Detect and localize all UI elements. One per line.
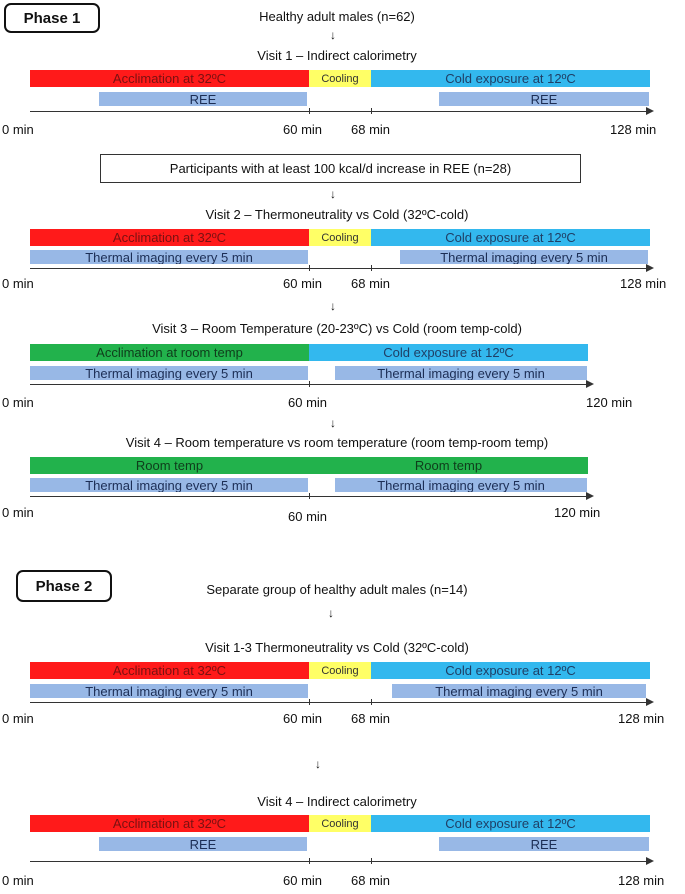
visit2-tick [309, 265, 310, 271]
visit3-axis-arrowhead [586, 380, 594, 388]
visit4-tick-label: 120 min [554, 505, 601, 520]
visit4-room-temp-right: Room temp [309, 457, 588, 474]
flow-arrow: ↓ [330, 299, 336, 313]
visit1-acclimation-bar: Acclimation at 32ºC [30, 70, 309, 87]
phase2-visit4-acclimation-bar: Acclimation at 32ºC [30, 815, 309, 832]
visit3-cold-bar: Cold exposure at 12ºC [309, 344, 588, 361]
visit2-title: Visit 2 – Thermoneutrality vs Cold (32ºC-cold) [205, 207, 469, 222]
visit13-cold-bar: Cold exposure at 12ºC [371, 662, 650, 679]
visit1-title: Visit 1 – Indirect calorimetry [257, 48, 417, 63]
visit4-tick-label: 0 min [2, 505, 34, 520]
visit4-imaging-right: Thermal imaging every 5 min [335, 478, 587, 492]
visit2-acclimation-bar: Acclimation at 32ºC [30, 229, 309, 246]
visit3-imaging-left: Thermal imaging every 5 min [30, 366, 308, 380]
visit13-title: Visit 1-3 Thermoneutrality vs Cold (32ºC-cold) [205, 640, 469, 655]
visit13-tick-label: 128 min [618, 711, 665, 726]
visit4-imaging-left: Thermal imaging every 5 min [30, 478, 308, 492]
flow-arrow: ↓ [328, 606, 334, 620]
visit13-axis-arrowhead [646, 698, 654, 706]
visit2-cooling-bar: Cooling [309, 229, 371, 246]
visit13-tick-label: 60 min [283, 711, 323, 726]
flow-arrow: ↓ [315, 757, 321, 771]
visit2-axis-arrowhead [646, 264, 654, 272]
visit4-axis-arrowhead [586, 492, 594, 500]
visit1-cooling-bar: Cooling [309, 70, 371, 87]
visit1-ree-right: REE [439, 92, 649, 106]
visit2-tick-label: 68 min [351, 276, 391, 291]
phase2-visit4-title: Visit 4 – Indirect calorimetry [257, 794, 417, 809]
phase2-label: Phase 2 [16, 570, 112, 602]
visit3-tick-label: 0 min [2, 395, 34, 410]
visit2-tick-label: 0 min [2, 276, 34, 291]
visit1-tick-label: 60 min [283, 122, 323, 137]
phase2-cohort: Separate group of healthy adult males (n=14) [206, 582, 468, 597]
visit13-cooling-bar: Cooling [309, 662, 371, 679]
phase2-visit4-time-axis [30, 861, 648, 862]
visit3-tick [309, 381, 310, 387]
visit3-title: Visit 3 – Room Temperature (20-23ºC) vs Cold (room temp-cold) [152, 321, 522, 336]
visit4-title: Visit 4 – Room temperature vs room temperature (room temp-room temp) [125, 435, 549, 450]
visit13-tick [309, 699, 310, 705]
phase2-visit4-ree-left: REE [99, 837, 307, 851]
visit1-time-axis [30, 111, 648, 112]
phase2-visit4-axis-arrowhead [646, 857, 654, 865]
phase2-visit4-cold-bar: Cold exposure at 12ºC [371, 815, 650, 832]
visit2-tick-label: 60 min [283, 276, 323, 291]
visit13-tick-label: 0 min [2, 711, 34, 726]
phase1-label: Phase 1 [4, 3, 100, 33]
visit1-tick [371, 108, 372, 114]
visit13-time-axis [30, 702, 648, 703]
visit13-imaging-right: Thermal imaging every 5 min [392, 684, 646, 698]
phase2-visit4-tick [309, 858, 310, 864]
visit1-tick [309, 108, 310, 114]
visit1-tick-label: 0 min [2, 122, 34, 137]
phase2-visit4-tick-label: 128 min [618, 873, 665, 888]
visit2-imaging-right: Thermal imaging every 5 min [400, 250, 648, 264]
selection-criterion-box: Participants with at least 100 kcal/d increase in REE (n=28) [100, 154, 581, 183]
visit13-tick-label: 68 min [351, 711, 391, 726]
flow-arrow: ↓ [330, 187, 336, 201]
flow-arrow: ↓ [330, 416, 336, 430]
visit3-imaging-right: Thermal imaging every 5 min [335, 366, 587, 380]
phase2-visit4-cooling-bar: Cooling [309, 815, 371, 832]
visit1-axis-arrowhead [646, 107, 654, 115]
visit4-room-temp-left: Room temp [30, 457, 309, 474]
visit1-ree-left: REE [99, 92, 307, 106]
phase2-visit4-ree-right: REE [439, 837, 649, 851]
phase1-cohort: Healthy adult males (n=62) [259, 9, 415, 24]
visit3-tick-label: 60 min [288, 395, 328, 410]
visit2-imaging-left: Thermal imaging every 5 min [30, 250, 308, 264]
phase2-visit4-tick [371, 858, 372, 864]
visit3-tick-label: 120 min [586, 395, 633, 410]
visit4-tick-label: 60 min [288, 509, 328, 524]
visit2-time-axis [30, 268, 648, 269]
visit3-acclimation-bar: Acclimation at room temp [30, 344, 309, 361]
visit2-tick-label: 128 min [620, 276, 667, 291]
visit13-tick [371, 699, 372, 705]
phase2-visit4-tick-label: 60 min [283, 873, 323, 888]
phase2-visit4-tick-label: 0 min [2, 873, 34, 888]
visit2-tick [371, 265, 372, 271]
visit13-acclimation-bar: Acclimation at 32ºC [30, 662, 309, 679]
visit1-tick-label: 68 min [351, 122, 391, 137]
visit13-imaging-left: Thermal imaging every 5 min [30, 684, 308, 698]
phase2-visit4-tick-label: 68 min [351, 873, 391, 888]
visit1-tick-label: 128 min [610, 122, 657, 137]
visit2-cold-bar: Cold exposure at 12ºC [371, 229, 650, 246]
visit1-cold-bar: Cold exposure at 12ºC [371, 70, 650, 87]
visit4-tick [309, 493, 310, 499]
flow-arrow: ↓ [330, 28, 336, 42]
